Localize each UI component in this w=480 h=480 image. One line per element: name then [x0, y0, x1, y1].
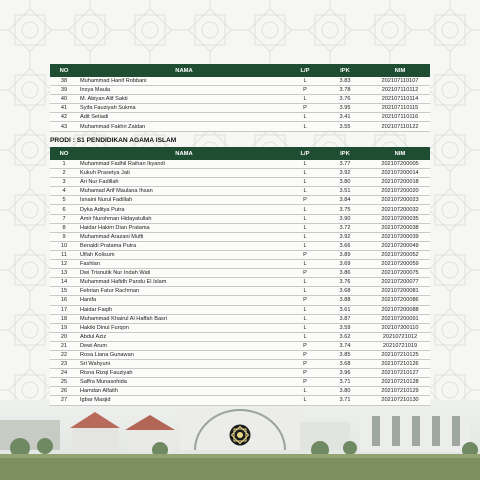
cell-lp: L — [290, 77, 320, 86]
cell-lp: P — [290, 104, 320, 113]
cell-nim: 202107200077 — [370, 278, 430, 287]
cell-no: 15 — [50, 287, 78, 296]
university-emblem-icon — [229, 424, 251, 446]
cell-ipk: 3.87 — [320, 314, 370, 323]
table-row — [50, 314, 430, 323]
cell-lp: L — [290, 305, 320, 314]
cell-nim: 202107110112 — [370, 86, 430, 95]
cell-no: 20 — [50, 332, 78, 341]
table-header-row — [50, 64, 430, 77]
cell-no: 4 — [50, 187, 78, 196]
cell-ipk: 3.76 — [320, 95, 370, 104]
table-row — [50, 260, 430, 269]
cell-nama: Kukuh Prasetya Jati — [78, 169, 290, 178]
cell-nim: 202107110107 — [370, 77, 430, 86]
table-row — [50, 332, 430, 341]
cell-nim: 202107200110 — [370, 323, 430, 332]
table-row — [50, 250, 430, 259]
cell-nama: Febrian Fatur Rachman — [78, 287, 290, 296]
cell-nim: 202107200075 — [370, 269, 430, 278]
table-row — [50, 241, 430, 250]
table-row — [50, 323, 430, 332]
cell-nama: Muhammad Arazani Mufti — [78, 232, 290, 241]
cell-no: 10 — [50, 241, 78, 250]
cell-ipk: 3.68 — [320, 287, 370, 296]
table-row — [50, 113, 430, 122]
cell-nim: 202107210125 — [370, 350, 430, 359]
cell-nim: 202107200020 — [370, 187, 430, 196]
cell-no: 27 — [50, 396, 78, 405]
cell-ipk: 3.41 — [320, 113, 370, 122]
cell-nim: 202107210126 — [370, 360, 430, 369]
cell-lp: L — [290, 214, 320, 223]
cell-nama: Muhamad Arif Maulana Ihsan — [78, 187, 290, 196]
cell-no: 13 — [50, 269, 78, 278]
cell-ipk: 3.69 — [320, 260, 370, 269]
cell-nama: Isnaini Nurul Fadillah — [78, 196, 290, 205]
cell-no: 22 — [50, 350, 78, 359]
cell-no: 9 — [50, 232, 78, 241]
table-row — [50, 360, 430, 369]
cell-nim: 202107200035 — [370, 214, 430, 223]
table-row — [50, 341, 430, 350]
cell-lp: P — [290, 378, 320, 387]
cell-ipk: 3.92 — [320, 232, 370, 241]
cell-nama: Ulfah Kolisum — [78, 250, 290, 259]
cell-nama: Muhammad Khairul Al Haffah Basri — [78, 314, 290, 323]
cell-lp: L — [290, 396, 320, 405]
cell-nama: Muhammad Hafidh Pandu El Islam — [78, 278, 290, 287]
table-row — [50, 178, 430, 187]
cell-lp: L — [290, 122, 320, 131]
cell-nim: 202107200088 — [370, 305, 430, 314]
cell-ipk: 3.71 — [320, 378, 370, 387]
student-table-pai — [50, 147, 430, 406]
table-row — [50, 205, 430, 214]
cell-no: 43 — [50, 122, 78, 131]
cell-nim: 202107200059 — [370, 260, 430, 269]
cell-no: 11 — [50, 250, 78, 259]
cell-nama: Sri Wahyuni — [78, 360, 290, 369]
cell-nama: Hanifa — [78, 296, 290, 305]
cell-no: 14 — [50, 278, 78, 287]
cell-lp: L — [290, 178, 320, 187]
table-row — [50, 214, 430, 223]
table-row — [50, 305, 430, 314]
cell-nama: Syifa Fauziyah Sukma — [78, 104, 290, 113]
cell-nim: 202107200023 — [370, 196, 430, 205]
cell-no: 25 — [50, 378, 78, 387]
cell-no: 12 — [50, 260, 78, 269]
header-no: NO — [50, 147, 78, 160]
cell-nim: 202107200049 — [370, 241, 430, 250]
cell-nama: Dyka Aditya Putra — [78, 205, 290, 214]
student-table-continued — [50, 64, 430, 132]
cell-ipk: 3.83 — [320, 77, 370, 86]
cell-no: 17 — [50, 305, 78, 314]
cell-nim: 202107200038 — [370, 223, 430, 232]
cell-lp: L — [290, 187, 320, 196]
header-lp: L/P — [290, 64, 320, 77]
table-header-row — [50, 147, 430, 160]
cell-no: 6 — [50, 205, 78, 214]
cell-ipk: 3.84 — [320, 196, 370, 205]
cell-nim: 202107200086 — [370, 296, 430, 305]
cell-ipk: 3.90 — [320, 214, 370, 223]
cell-nama: Benaldi Pratama Putra — [78, 241, 290, 250]
cell-ipk: 3.80 — [320, 178, 370, 187]
cell-ipk: 3.74 — [320, 341, 370, 350]
cell-nama: Rosa Liana Gunawan — [78, 350, 290, 359]
cell-nama: Haidar Faqih — [78, 305, 290, 314]
cell-nama: Dwi Trisnutik Nur Indah Wati — [78, 269, 290, 278]
cell-ipk: 3.75 — [320, 205, 370, 214]
cell-nama: Risna Rizqi Fauziyah — [78, 369, 290, 378]
cell-nim: 202107200018 — [370, 178, 430, 187]
cell-no: 26 — [50, 387, 78, 396]
cell-no: 41 — [50, 104, 78, 113]
header-nim: NIM — [370, 147, 430, 160]
table-row — [50, 350, 430, 359]
cell-ipk: 3.92 — [320, 169, 370, 178]
cell-lp: L — [290, 332, 320, 341]
cell-no: 5 — [50, 196, 78, 205]
cell-lp: L — [290, 287, 320, 296]
cell-ipk: 3.66 — [320, 241, 370, 250]
cell-ipk: 3.62 — [320, 332, 370, 341]
cell-lp: P — [290, 341, 320, 350]
cell-ipk: 3.85 — [320, 350, 370, 359]
cell-no: 19 — [50, 323, 78, 332]
table-row — [50, 104, 430, 113]
cell-lp: L — [290, 323, 320, 332]
table-row — [50, 223, 430, 232]
cell-lp: L — [290, 278, 320, 287]
table-row — [50, 387, 430, 396]
cell-lp: L — [290, 95, 320, 104]
cell-no: 39 — [50, 86, 78, 95]
cell-ipk: 3.76 — [320, 278, 370, 287]
cell-ipk: 3.72 — [320, 223, 370, 232]
table-row — [50, 187, 430, 196]
header-nim: NIM — [370, 64, 430, 77]
cell-nama: Abdul Aziz — [78, 332, 290, 341]
cell-ipk: 3.55 — [320, 122, 370, 131]
header-ipk: IPK — [320, 64, 370, 77]
cell-lp: L — [290, 314, 320, 323]
cell-no: 40 — [50, 95, 78, 104]
cell-nim: 202107200039 — [370, 232, 430, 241]
cell-nama: Haidar Hakim Dian Pratama — [78, 223, 290, 232]
table-row — [50, 232, 430, 241]
cell-lp: L — [290, 160, 320, 169]
cell-nim: 202107110115 — [370, 104, 430, 113]
cell-ipk: 3.51 — [320, 187, 370, 196]
cell-nama: Hakiki Dinul Furqon — [78, 323, 290, 332]
cell-lp: L — [290, 260, 320, 269]
cell-lp: P — [290, 296, 320, 305]
header-lp: L/P — [290, 147, 320, 160]
cell-nama: M. Abiyan Alif Sakti — [78, 95, 290, 104]
cell-nama: Insya Maula — [78, 86, 290, 95]
cell-ipk: 3.89 — [320, 250, 370, 259]
cell-lp: L — [290, 387, 320, 396]
cell-nama: Dewi Arum — [78, 341, 290, 350]
cell-no: 23 — [50, 360, 78, 369]
cell-nama: Saffra Munasohida — [78, 378, 290, 387]
cell-no: 18 — [50, 314, 78, 323]
cell-no: 8 — [50, 223, 78, 232]
table-row — [50, 296, 430, 305]
cell-no: 38 — [50, 77, 78, 86]
cell-ipk: 3.86 — [320, 269, 370, 278]
cell-nama: Muhammad Fadhil Raihan Ikyandi — [78, 160, 290, 169]
cell-ipk: 3.71 — [320, 396, 370, 405]
cell-nim: 202107200014 — [370, 169, 430, 178]
cell-ipk: 3.80 — [320, 387, 370, 396]
table-row — [50, 369, 430, 378]
cell-ipk: 3.59 — [320, 323, 370, 332]
cell-lp: L — [290, 169, 320, 178]
cell-ipk: 3.61 — [320, 305, 370, 314]
cell-ipk: 3.96 — [320, 369, 370, 378]
table-row — [50, 269, 430, 278]
cell-lp: L — [290, 113, 320, 122]
table-row — [50, 77, 430, 86]
cell-lp: P — [290, 350, 320, 359]
cell-no: 7 — [50, 214, 78, 223]
cell-nama: Hamdan Alfaith — [78, 387, 290, 396]
cell-nim: 20210721019 — [370, 341, 430, 350]
cell-lp: L — [290, 205, 320, 214]
cell-ipk: 3.77 — [320, 160, 370, 169]
table-row — [50, 287, 430, 296]
cell-nama: Amir Nurohman Hidayatullah — [78, 214, 290, 223]
table-row — [50, 95, 430, 104]
cell-no: 3 — [50, 178, 78, 187]
table-row — [50, 86, 430, 95]
table-row — [50, 169, 430, 178]
header-no: NO — [50, 64, 78, 77]
cell-nim: 202107110116 — [370, 113, 430, 122]
cell-nim: 202107210129 — [370, 387, 430, 396]
cell-lp: L — [290, 223, 320, 232]
cell-lp: L — [290, 232, 320, 241]
header-nama: NAMA — [78, 147, 290, 160]
table-row — [50, 278, 430, 287]
cell-nim: 202107110122 — [370, 122, 430, 131]
cell-nim: 202107210127 — [370, 369, 430, 378]
cell-no: 24 — [50, 369, 78, 378]
cell-nama: Muhammad Fakhri Zaidan — [78, 122, 290, 131]
cell-ipk: 3.68 — [320, 360, 370, 369]
table-row — [50, 396, 430, 405]
cell-nama: Ari Nur Fadillah — [78, 178, 290, 187]
table-row — [50, 196, 430, 205]
cell-lp: P — [290, 196, 320, 205]
cell-nim: 202107110114 — [370, 95, 430, 104]
cell-ipk: 3.78 — [320, 86, 370, 95]
cell-no: 1 — [50, 160, 78, 169]
cell-lp: P — [290, 269, 320, 278]
cell-ipk: 3.88 — [320, 296, 370, 305]
cell-nim: 202107210130 — [370, 396, 430, 405]
cell-nim: 202107200032 — [370, 205, 430, 214]
cell-nama: Fashlan — [78, 260, 290, 269]
cell-ipk: 3.95 — [320, 104, 370, 113]
header-nama: NAMA — [78, 64, 290, 77]
cell-nim: 202107200091 — [370, 314, 430, 323]
cell-lp: L — [290, 241, 320, 250]
cell-lp: P — [290, 86, 320, 95]
cell-no: 21 — [50, 341, 78, 350]
cell-no: 2 — [50, 169, 78, 178]
cell-no: 16 — [50, 296, 78, 305]
cell-nama: Adit Setiadi — [78, 113, 290, 122]
cell-nama: Muhammad Hanif Robbani — [78, 77, 290, 86]
cell-lp: P — [290, 369, 320, 378]
cell-nama: Igbar Masjid — [78, 396, 290, 405]
cell-nim: 202107200081 — [370, 287, 430, 296]
cell-nim: 202107200005 — [370, 160, 430, 169]
table-row — [50, 122, 430, 131]
cell-nim: 20210721012 — [370, 332, 430, 341]
table-row — [50, 160, 430, 169]
cell-no: 42 — [50, 113, 78, 122]
prodi-title: PRODI : S1 PENDIDIKAN AGAMA ISLAM — [50, 137, 177, 144]
cell-lp: P — [290, 250, 320, 259]
cell-nim: 202107200052 — [370, 250, 430, 259]
cell-lp: P — [290, 360, 320, 369]
header-ipk: IPK — [320, 147, 370, 160]
table-row — [50, 378, 430, 387]
cell-nim: 202107210128 — [370, 378, 430, 387]
